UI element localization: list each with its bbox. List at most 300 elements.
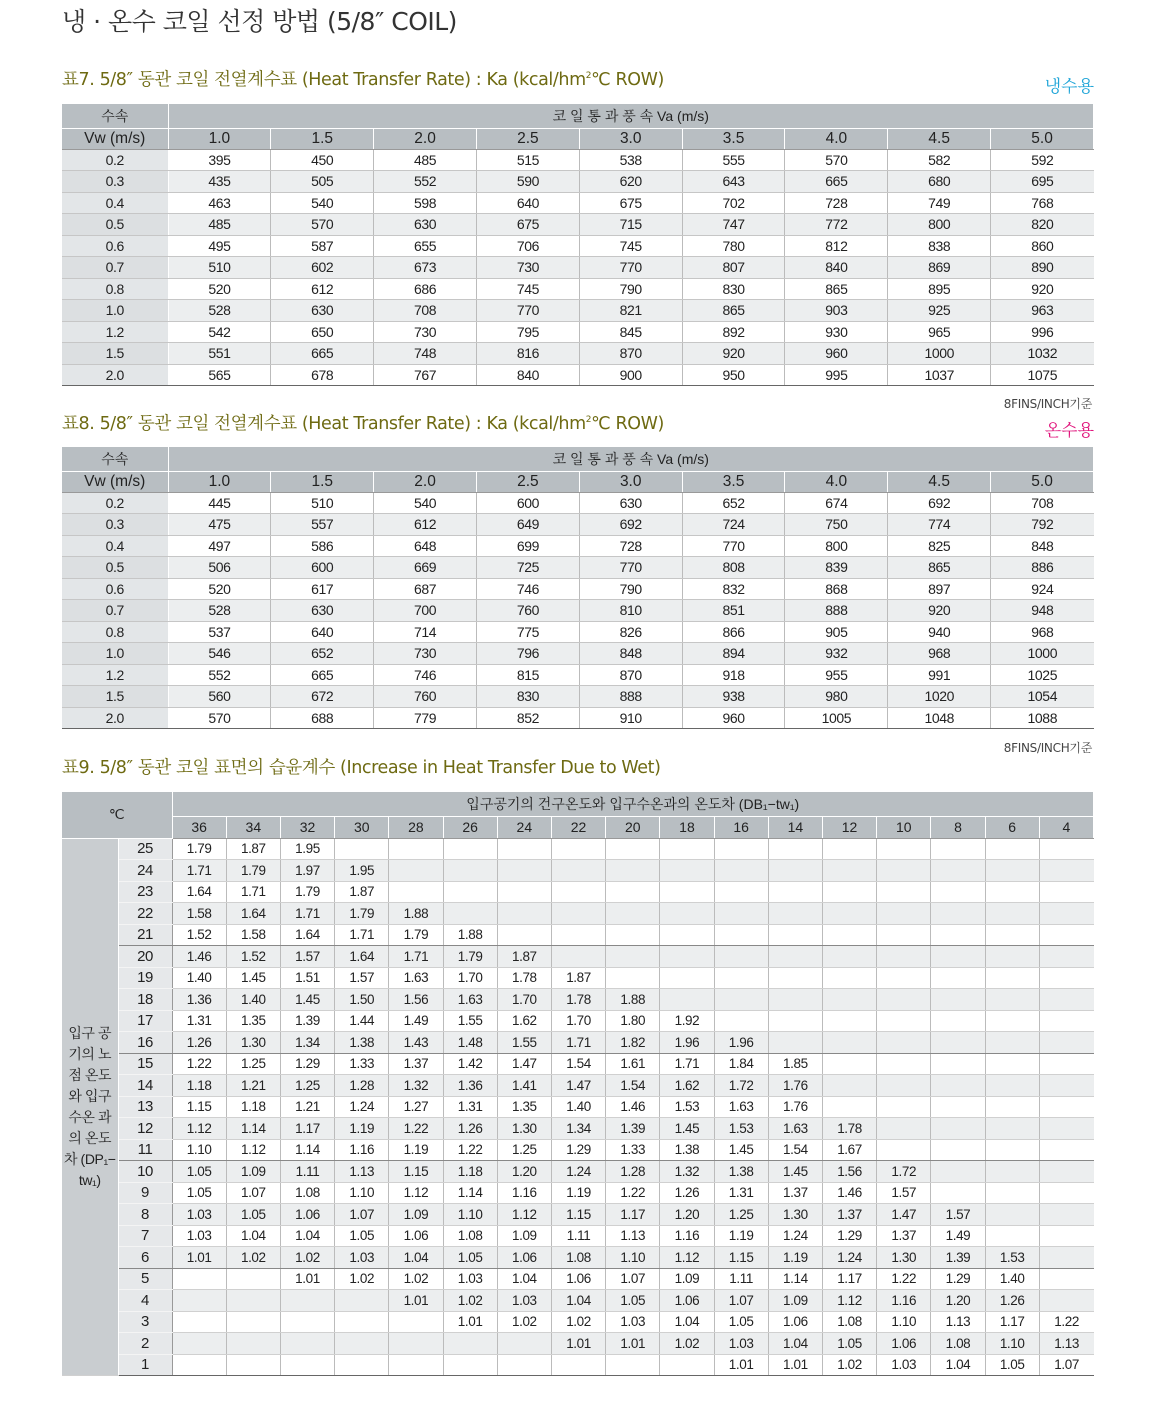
- table-cell: [985, 1204, 1039, 1226]
- table-cell: 1000: [991, 643, 1094, 665]
- table-cell: 1.20: [660, 1204, 714, 1226]
- table-cell: 1.55: [497, 1032, 551, 1054]
- table-cell: 515: [476, 149, 579, 171]
- table-cell: [714, 881, 768, 903]
- table-cell: 925: [888, 300, 991, 322]
- table-cell: 1.04: [768, 1333, 822, 1355]
- table-cell: 1.64: [226, 903, 280, 925]
- table-cell: [931, 860, 985, 882]
- column-header: 18: [660, 816, 714, 838]
- column-header: 1.5: [271, 128, 374, 149]
- table-cell: 1.63: [768, 1118, 822, 1140]
- table-cell: 1.63: [714, 1096, 768, 1118]
- table-cell: 1.78: [551, 989, 605, 1011]
- column-header: 26: [443, 816, 497, 838]
- air-velocity-header: 코 일 통 과 풍 속 Va (m/s): [168, 104, 1094, 128]
- table-cell: 869: [888, 257, 991, 279]
- table-cell: [335, 838, 389, 860]
- table-cell: 551: [168, 343, 271, 365]
- table-cell: 1.19: [389, 1139, 443, 1161]
- table-cell: 1.96: [714, 1032, 768, 1054]
- table-cell: 592: [991, 149, 1094, 171]
- table-cell: 1.15: [172, 1096, 226, 1118]
- table8-caption: [62, 410, 664, 435]
- table-cell: 1.38: [660, 1139, 714, 1161]
- table-cell: 699: [476, 535, 579, 557]
- table-cell: 845: [579, 321, 682, 343]
- table-cell: 1025: [991, 664, 1094, 686]
- table-cell: 1.06: [877, 1333, 931, 1355]
- table-cell: 1.31: [443, 1096, 497, 1118]
- table-cell: 1.87: [335, 881, 389, 903]
- column-header: 22: [551, 816, 605, 838]
- table-cell: 1.76: [768, 1075, 822, 1097]
- table-row: [62, 1311, 1094, 1333]
- table-cell: [497, 903, 551, 925]
- table-cell: 1.88: [606, 989, 660, 1011]
- table-cell: 1.85: [768, 1053, 822, 1075]
- column-header: 5.0: [991, 471, 1094, 492]
- table-cell: 1.52: [226, 946, 280, 968]
- table-cell: [768, 903, 822, 925]
- table-cell: 1.05: [226, 1204, 280, 1226]
- column-header: 1.0: [168, 471, 271, 492]
- column-header: 36: [172, 816, 226, 838]
- table-cell: 1.33: [335, 1053, 389, 1075]
- table-cell: 1.06: [660, 1290, 714, 1312]
- table-cell: [1039, 1290, 1093, 1312]
- table-cell: [497, 860, 551, 882]
- table-cell: 1.10: [335, 1182, 389, 1204]
- table-row: [62, 1333, 1094, 1355]
- table-cell: 1.71: [660, 1053, 714, 1075]
- row-label: 1.2: [62, 321, 168, 343]
- table-cell: 1.71: [280, 903, 334, 925]
- table-cell: 1.45: [768, 1161, 822, 1183]
- table-cell: 1.11: [714, 1268, 768, 1290]
- table-cell: [335, 1354, 389, 1376]
- table-cell: 1.87: [226, 838, 280, 860]
- table-cell: 1.88: [389, 903, 443, 925]
- table-cell: 557: [271, 514, 374, 536]
- row-label: 1.0: [62, 643, 168, 665]
- table-cell: 1.92: [660, 1010, 714, 1032]
- table-cell: [877, 1053, 931, 1075]
- table-cell: [551, 860, 605, 882]
- table-row: [62, 149, 1094, 171]
- table-cell: [985, 1010, 1039, 1032]
- table-cell: 1.16: [877, 1290, 931, 1312]
- table-cell: [985, 1075, 1039, 1097]
- table-cell: 724: [682, 514, 785, 536]
- table-cell: 1.19: [714, 1225, 768, 1247]
- table-cell: 1.01: [606, 1333, 660, 1355]
- table-cell: 1.32: [389, 1075, 443, 1097]
- column-header: 10: [877, 816, 931, 838]
- table-cell: 1.32: [660, 1161, 714, 1183]
- table-cell: 790: [579, 278, 682, 300]
- table-cell: 1.57: [280, 946, 334, 968]
- table-row: [62, 1247, 1094, 1269]
- table-cell: 991: [888, 664, 991, 686]
- table-cell: 730: [374, 643, 477, 665]
- table-cell: 602: [271, 257, 374, 279]
- table-cell: [822, 946, 876, 968]
- table-cell: [551, 1354, 605, 1376]
- table-cell: 552: [374, 171, 477, 193]
- table-cell: [606, 1354, 660, 1376]
- table-cell: 630: [374, 214, 477, 236]
- table-cell: 920: [682, 343, 785, 365]
- table-cell: 774: [888, 514, 991, 536]
- row-label: 13: [118, 1096, 172, 1118]
- table-row: [62, 881, 1094, 903]
- table-cell: [389, 881, 443, 903]
- table-cell: 528: [168, 300, 271, 322]
- table-cell: [389, 1333, 443, 1355]
- table-cell: [768, 924, 822, 946]
- table-cell: [931, 881, 985, 903]
- table-cell: 1.76: [768, 1096, 822, 1118]
- table-cell: 1.79: [389, 924, 443, 946]
- table-cell: [551, 881, 605, 903]
- table-row: [62, 989, 1094, 1011]
- table-cell: 894: [682, 643, 785, 665]
- table-cell: 395: [168, 149, 271, 171]
- table-cell: 708: [374, 300, 477, 322]
- table-row: [62, 924, 1094, 946]
- table-cell: 1.64: [335, 946, 389, 968]
- column-header: 3.0: [579, 128, 682, 149]
- table-cell: 617: [271, 578, 374, 600]
- column-header: 3.0: [579, 471, 682, 492]
- table-cell: [822, 1075, 876, 1097]
- table-row: [62, 171, 1094, 193]
- table8-caption-tail: ℃ ROW): [591, 414, 664, 434]
- table-cell: 1.71: [335, 924, 389, 946]
- row-label: 17: [118, 1010, 172, 1032]
- table-cell: 1.52: [172, 924, 226, 946]
- table-cell: 700: [374, 600, 477, 622]
- column-header: 12: [822, 816, 876, 838]
- row-label: 2.0: [62, 707, 168, 729]
- table-cell: 866: [682, 621, 785, 643]
- table-cell: 840: [785, 257, 888, 279]
- table-cell: [822, 1032, 876, 1054]
- table-cell: 1.03: [172, 1225, 226, 1247]
- table-cell: 674: [785, 492, 888, 514]
- table-cell: 1037: [888, 364, 991, 386]
- table-cell: 888: [579, 686, 682, 708]
- table-cell: 1.37: [877, 1225, 931, 1247]
- column-header: 5.0: [991, 128, 1094, 149]
- table-cell: 692: [888, 492, 991, 514]
- column-header-row: [62, 816, 1094, 838]
- table-cell: [172, 1268, 226, 1290]
- table-cell: 1.16: [497, 1182, 551, 1204]
- table-cell: 1.09: [768, 1290, 822, 1312]
- row-label: 6: [118, 1247, 172, 1269]
- row-label: 0.4: [62, 535, 168, 557]
- table-cell: 1.25: [280, 1075, 334, 1097]
- table-cell: 1.02: [497, 1311, 551, 1333]
- table-cell: 582: [888, 149, 991, 171]
- table-cell: [606, 860, 660, 882]
- table-cell: 510: [168, 257, 271, 279]
- table-cell: 695: [991, 171, 1094, 193]
- table-cell: 746: [374, 664, 477, 686]
- table-cell: [1039, 1010, 1093, 1032]
- table-cell: 870: [579, 343, 682, 365]
- table-cell: [877, 924, 931, 946]
- table-cell: [335, 1333, 389, 1355]
- table-cell: [660, 989, 714, 1011]
- table7-note: 8FINS/INCH기준: [1003, 397, 1092, 411]
- table-cell: 821: [579, 300, 682, 322]
- table-cell: 767: [374, 364, 477, 386]
- table-cell: [931, 1182, 985, 1204]
- column-header: 2.5: [476, 471, 579, 492]
- table-cell: [1039, 1118, 1093, 1140]
- table-cell: 1.84: [714, 1053, 768, 1075]
- table-cell: 1.10: [877, 1311, 931, 1333]
- table-cell: 792: [991, 514, 1094, 536]
- table-cell: 1.71: [389, 946, 443, 968]
- table-cell: 1.35: [497, 1096, 551, 1118]
- table-row: [62, 343, 1094, 365]
- table-cell: 1.25: [714, 1204, 768, 1226]
- table-cell: [985, 946, 1039, 968]
- table-cell: 1.30: [768, 1204, 822, 1226]
- column-header: 1.0: [168, 128, 271, 149]
- table-row: [62, 535, 1094, 557]
- table-cell: 1.53: [714, 1118, 768, 1140]
- table-cell: [822, 989, 876, 1011]
- table-cell: 1.78: [497, 967, 551, 989]
- dry-bulb-difference-header: 입구공기의 건구온도와 입구수온과의 온도차 (DB₁−tw₁): [172, 792, 1093, 816]
- row-label: 0.7: [62, 257, 168, 279]
- column-header: 2.0: [374, 128, 477, 149]
- table-cell: 1.67: [822, 1139, 876, 1161]
- table-cell: 1.02: [335, 1268, 389, 1290]
- table-cell: 1.14: [280, 1139, 334, 1161]
- table-cell: 1.38: [714, 1161, 768, 1183]
- table-cell: 848: [579, 643, 682, 665]
- table-cell: 1.53: [660, 1096, 714, 1118]
- table-cell: 826: [579, 621, 682, 643]
- table-cell: 612: [374, 514, 477, 536]
- table-cell: 1.26: [172, 1032, 226, 1054]
- temperature-unit-header: ℃: [62, 792, 172, 838]
- table-cell: [443, 860, 497, 882]
- table-cell: 1.54: [768, 1139, 822, 1161]
- table-cell: 1.06: [768, 1311, 822, 1333]
- table7-caption-sup: 2: [585, 71, 592, 82]
- row-label: 24: [118, 860, 172, 882]
- table-cell: 665: [271, 343, 374, 365]
- table-cell: [822, 1096, 876, 1118]
- table-cell: 1.28: [606, 1161, 660, 1183]
- table-cell: 1.39: [931, 1247, 985, 1269]
- table-cell: 790: [579, 578, 682, 600]
- table-cell: [985, 1096, 1039, 1118]
- heat-transfer-table-cold: [62, 104, 1094, 386]
- row-label: 9: [118, 1182, 172, 1204]
- table-cell: 495: [168, 235, 271, 257]
- dew-point-difference-label: 입구 공기의 노점 온도와 입구 수온 과의 온도차 (DP₁− tw₁): [62, 838, 118, 1376]
- table-cell: [985, 967, 1039, 989]
- table-cell: 678: [271, 364, 374, 386]
- table-cell: [714, 1010, 768, 1032]
- table-cell: [768, 1032, 822, 1054]
- table-cell: 1.05: [714, 1311, 768, 1333]
- table-cell: 1.15: [389, 1161, 443, 1183]
- table-cell: 1.27: [389, 1096, 443, 1118]
- table-cell: 672: [271, 686, 374, 708]
- table-cell: 1.34: [280, 1032, 334, 1054]
- table-cell: 1.26: [985, 1290, 1039, 1312]
- table-row: [62, 686, 1094, 708]
- table-cell: 1.02: [551, 1311, 605, 1333]
- table-cell: 955: [785, 664, 888, 686]
- table-cell: 1.47: [497, 1053, 551, 1075]
- table-cell: 1.33: [606, 1139, 660, 1161]
- row-label: 0.5: [62, 214, 168, 236]
- row-label: 1.2: [62, 664, 168, 686]
- table-cell: 807: [682, 257, 785, 279]
- table-cell: 900: [579, 364, 682, 386]
- table-cell: 1.12: [172, 1118, 226, 1140]
- table-row: [62, 1053, 1094, 1075]
- vw-unit-header: Vw (m/s): [62, 471, 168, 492]
- table-cell: 708: [991, 492, 1094, 514]
- table-cell: 497: [168, 535, 271, 557]
- table-cell: [877, 1096, 931, 1118]
- table-cell: 1.08: [280, 1182, 334, 1204]
- table-cell: 1.21: [226, 1075, 280, 1097]
- table-cell: 730: [476, 257, 579, 279]
- table-cell: 1.02: [280, 1247, 334, 1269]
- column-header-row: [62, 471, 1094, 492]
- table-cell: [714, 838, 768, 860]
- row-label: 0.6: [62, 235, 168, 257]
- table-cell: [985, 989, 1039, 1011]
- table-row: [62, 492, 1094, 514]
- table-cell: 1.10: [985, 1333, 1039, 1355]
- table-cell: 1.05: [443, 1247, 497, 1269]
- table-cell: [768, 967, 822, 989]
- table-cell: 1.03: [714, 1333, 768, 1355]
- table-cell: 648: [374, 535, 477, 557]
- table-cell: 1.30: [877, 1247, 931, 1269]
- table9-caption: 표9. 5/8″ 동관 코일 표면의 습윤계수 (Increase in Heat Transfer Due to Wet): [62, 758, 661, 778]
- table-cell: 630: [271, 300, 374, 322]
- table-cell: 1.09: [497, 1225, 551, 1247]
- table-cell: 1.07: [1039, 1354, 1093, 1376]
- table-cell: [606, 946, 660, 968]
- table-cell: 600: [476, 492, 579, 514]
- wet-factor-table: [62, 792, 1094, 1376]
- table-cell: 1.57: [931, 1204, 985, 1226]
- table-cell: [551, 946, 605, 968]
- column-header: 4.0: [785, 471, 888, 492]
- table-cell: 770: [579, 557, 682, 579]
- table-cell: 1.50: [335, 989, 389, 1011]
- table-cell: [877, 860, 931, 882]
- table-cell: 1.56: [822, 1161, 876, 1183]
- table-cell: 770: [579, 257, 682, 279]
- table-cell: 1.09: [660, 1268, 714, 1290]
- table-cell: 1.70: [443, 967, 497, 989]
- table-cell: 643: [682, 171, 785, 193]
- table-cell: 552: [168, 664, 271, 686]
- header-row: [62, 104, 1094, 128]
- table-cell: 1.29: [822, 1225, 876, 1247]
- column-header: 24: [497, 816, 551, 838]
- table-cell: 750: [785, 514, 888, 536]
- table-cell: [768, 881, 822, 903]
- table-cell: 1.05: [172, 1182, 226, 1204]
- table-cell: [1039, 838, 1093, 860]
- table-cell: 1.46: [172, 946, 226, 968]
- table-cell: 450: [271, 149, 374, 171]
- table-cell: [1039, 967, 1093, 989]
- table-cell: 586: [271, 535, 374, 557]
- table-row: [62, 1354, 1094, 1376]
- table-cell: 570: [168, 707, 271, 729]
- table-cell: 1.41: [497, 1075, 551, 1097]
- table-cell: [877, 946, 931, 968]
- table-cell: [985, 1118, 1039, 1140]
- table-cell: [551, 903, 605, 925]
- table-cell: [931, 838, 985, 860]
- table-cell: [1039, 1161, 1093, 1183]
- table-cell: 565: [168, 364, 271, 386]
- column-header: 2.0: [374, 471, 477, 492]
- table-cell: 905: [785, 621, 888, 643]
- table-cell: 940: [888, 621, 991, 643]
- table-row: [62, 946, 1094, 968]
- table-cell: 1.22: [389, 1118, 443, 1140]
- table-cell: [768, 946, 822, 968]
- table-cell: 1.87: [551, 967, 605, 989]
- table-cell: 852: [476, 707, 579, 729]
- row-label: 18: [118, 989, 172, 1011]
- table-cell: 1.29: [931, 1268, 985, 1290]
- table-cell: 669: [374, 557, 477, 579]
- table-cell: 1.62: [497, 1010, 551, 1032]
- table-cell: 1.12: [822, 1290, 876, 1312]
- table-cell: 1.01: [768, 1354, 822, 1376]
- table-cell: [985, 1053, 1039, 1075]
- table-cell: 1.51: [280, 967, 334, 989]
- table-cell: 1.97: [280, 860, 334, 882]
- table-cell: 780: [682, 235, 785, 257]
- table-cell: [606, 903, 660, 925]
- table-cell: 1.45: [280, 989, 334, 1011]
- table-row: [62, 600, 1094, 622]
- table-cell: 1.02: [389, 1268, 443, 1290]
- table-cell: [606, 924, 660, 946]
- table-cell: 808: [682, 557, 785, 579]
- table-cell: 1.31: [714, 1182, 768, 1204]
- table-row: [62, 1139, 1094, 1161]
- table-cell: 520: [168, 278, 271, 300]
- table-cell: 1.78: [822, 1118, 876, 1140]
- table-cell: 1.26: [660, 1182, 714, 1204]
- table-cell: 538: [579, 149, 682, 171]
- table-cell: 868: [785, 578, 888, 600]
